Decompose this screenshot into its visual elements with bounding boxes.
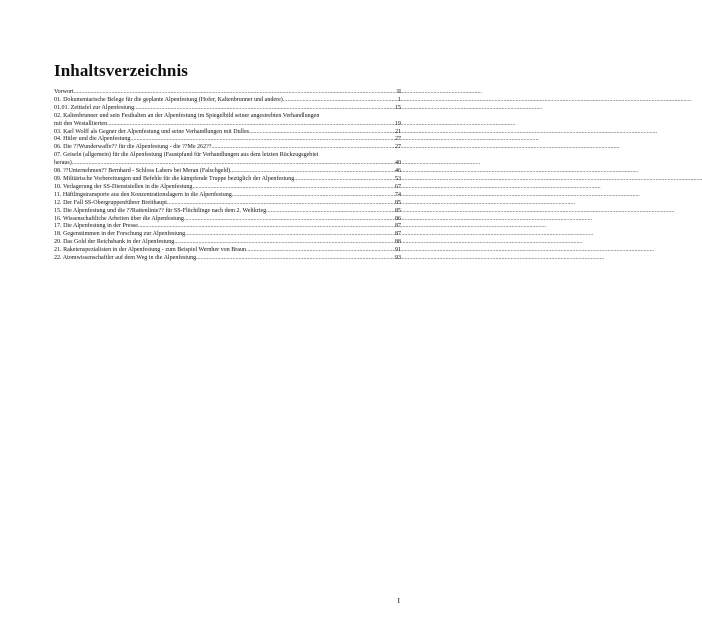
toc-entry-title: 12. Der Fall SS-Obergruppenführer Breithaupt	[54, 199, 167, 206]
toc-entry[interactable]	[54, 208, 401, 216]
toc-entry-title-line1: 02. Kaltenbrunner und sein Festhalten an der Alpenfestung im Spiegelbild seiner angestrebten Verhandlungen	[54, 112, 320, 119]
toc-entry-title: 01.01. Zeittafel zur Alpenfestung	[54, 104, 135, 111]
dot-leader	[196, 255, 395, 263]
toc-entry[interactable]	[54, 97, 401, 105]
toc-entry-title: 06. Die ??Wunderwaffe?? für die Alpenfestung - die ??Me 262??	[54, 144, 212, 151]
dot-leader	[74, 89, 397, 97]
dot-leader	[283, 97, 398, 105]
toc-entry-title: 01. Dokumentarische Belege für die geplante Alpenfestung (Hofer, Kaltenbrunner und andere)	[54, 96, 283, 103]
toc-entry-page: 15	[394, 104, 401, 111]
toc-entry[interactable]	[54, 255, 401, 263]
dot-leader	[266, 208, 395, 216]
toc-entry[interactable]	[54, 192, 401, 200]
dot-leader	[294, 176, 395, 184]
toc-entry-title: 18. Gegenstimmen in der Forschung zur Alpenfestung	[54, 231, 186, 238]
toc-entry-title: 17. Die Alpenfestung in der Presse	[54, 223, 138, 230]
toc-entry-page: II	[396, 89, 401, 95]
toc-entry-page: 74	[394, 191, 401, 198]
toc-entry-page: 46	[394, 168, 401, 175]
toc-entry-page: 19	[394, 120, 401, 127]
dot-leader	[107, 121, 395, 129]
dot-leader	[134, 105, 395, 113]
toc-entry-page: 40	[394, 160, 401, 167]
toc-entry-title: 22. Atomwissenschaftler auf dem Weg in die Alpenfestung	[54, 255, 197, 262]
toc-entry[interactable]	[54, 247, 401, 255]
toc-entry-page: 27	[394, 136, 401, 143]
toc-entry-page: 88	[394, 239, 401, 246]
toc-entry-page: 27	[394, 144, 401, 151]
toc-entry[interactable]	[54, 152, 401, 168]
page-title: Inhaltsverzeichnis	[54, 61, 189, 80]
dot-leader	[184, 216, 395, 224]
toc-entry[interactable]	[54, 176, 401, 184]
toc-entry-title: 21. Raketenspezialisten in der Alpenfestung - zum Beispiel Wernher von Braun	[54, 247, 247, 254]
toc-entry[interactable]	[54, 184, 401, 192]
dot-leader	[249, 129, 395, 137]
toc-entry-title: 10. Verlagerung der SS-Dienststellen in die Alpenfestung	[54, 183, 193, 190]
toc-entry-title: 08. ??Unternehmen?? Bernhard - Schloss Labers bei Meran (Falschgeld)	[54, 168, 231, 175]
dot-leader	[192, 184, 395, 192]
page-number: I	[397, 596, 400, 605]
toc-entry-page: 93	[394, 255, 401, 262]
toc-entry[interactable]	[54, 239, 401, 247]
toc-entry-title: mit den Westalliierten	[54, 120, 108, 127]
dot-leader	[230, 168, 395, 176]
table-of-contents	[54, 89, 401, 263]
toc-entry-page: 53	[394, 175, 401, 182]
toc-entry-title: 20. Das Gold der Reichsbank in der Alpenfestung	[54, 239, 175, 246]
toc-entry-page: 87	[394, 231, 401, 238]
toc-entry[interactable]	[54, 113, 401, 129]
toc-entry[interactable]	[54, 168, 401, 176]
toc-entry-title: 15. Die Alpenfestung und die ??Rattenlinie?? für SS-Flüchtlinge nach dem 2. Weltkrieg	[54, 207, 267, 214]
toc-entry-title: 16. Wissenschaftliche Arbeiten über die Alpenfestung	[54, 215, 184, 222]
toc-entry-page: 67	[394, 183, 401, 190]
toc-entry-title: Vorwort	[54, 89, 74, 95]
dot-leader	[232, 192, 395, 200]
toc-entry-title: heraus)	[54, 160, 72, 167]
toc-entry-title: 09. Militärische Vorbereitungen und Befehle für die kämpfende Truppe bezüglich der Alpenfestung	[54, 175, 295, 182]
toc-entry-page: 91	[394, 247, 401, 254]
dot-leader	[72, 160, 395, 168]
dot-leader	[185, 231, 395, 239]
toc-entry-page: 87	[394, 223, 401, 230]
toc-entry-page: 85	[394, 199, 401, 206]
toc-entry-title: 03. Karl Wolff als Gegner der Alpenfestung und seine Verhandlungen mit Dulles	[54, 128, 249, 135]
toc-entry-page: 1	[397, 96, 401, 103]
toc-entry-title: 04. Hitler und die Alpenfestung	[54, 136, 131, 143]
toc-entry-page: 86	[394, 215, 401, 222]
toc-entry[interactable]	[54, 89, 401, 97]
toc-entry[interactable]	[54, 200, 401, 208]
toc-entry-title-line1: 07. Geiseln (allgemein) für die Alpenfestung (Faustpfand für Verhandlungen aus dem letzten Rückzugsgebiet	[54, 152, 319, 159]
toc-entry-page: 85	[394, 207, 401, 214]
dot-leader	[246, 247, 395, 255]
toc-entry-page: 21	[394, 128, 401, 135]
dot-leader	[174, 239, 395, 247]
toc-entry-title: 11. Häftlingstransporte aus den Konzentrationslagern in die Alpenfestung	[54, 191, 232, 198]
dot-leader	[167, 200, 395, 208]
toc-entry[interactable]	[54, 105, 401, 113]
